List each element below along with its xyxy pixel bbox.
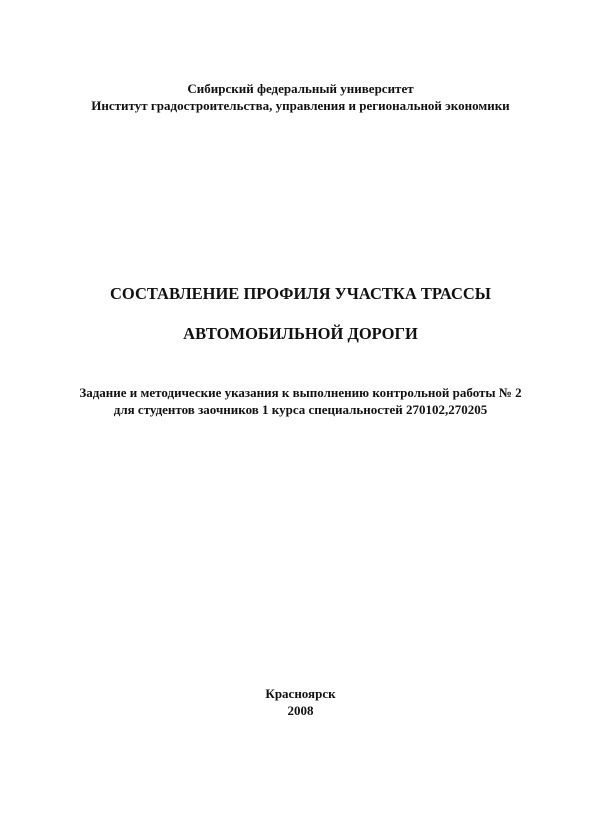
institute-name: Институт градостроительства, управления и региональной экономики bbox=[91, 98, 510, 113]
publication-year: 2008 bbox=[287, 703, 314, 718]
publication-city: Красноярск bbox=[265, 686, 336, 701]
document-subtitle-line-2: для студентов заочников 1 курса специальностей 270102,270205 bbox=[113, 402, 488, 417]
document-subtitle-line-1: Задание и методические указания к выполнению контрольной работы № 2 bbox=[79, 385, 522, 400]
document-title-line-1: СОСТАВЛЕНИЕ ПРОФИЛЯ УЧАСТКА ТРАССЫ bbox=[110, 284, 491, 303]
document-title-line-2: АВТОМОБИЛЬНОЙ ДОРОГИ bbox=[183, 324, 418, 343]
university-name: Сибирский федеральный университет bbox=[187, 81, 414, 96]
